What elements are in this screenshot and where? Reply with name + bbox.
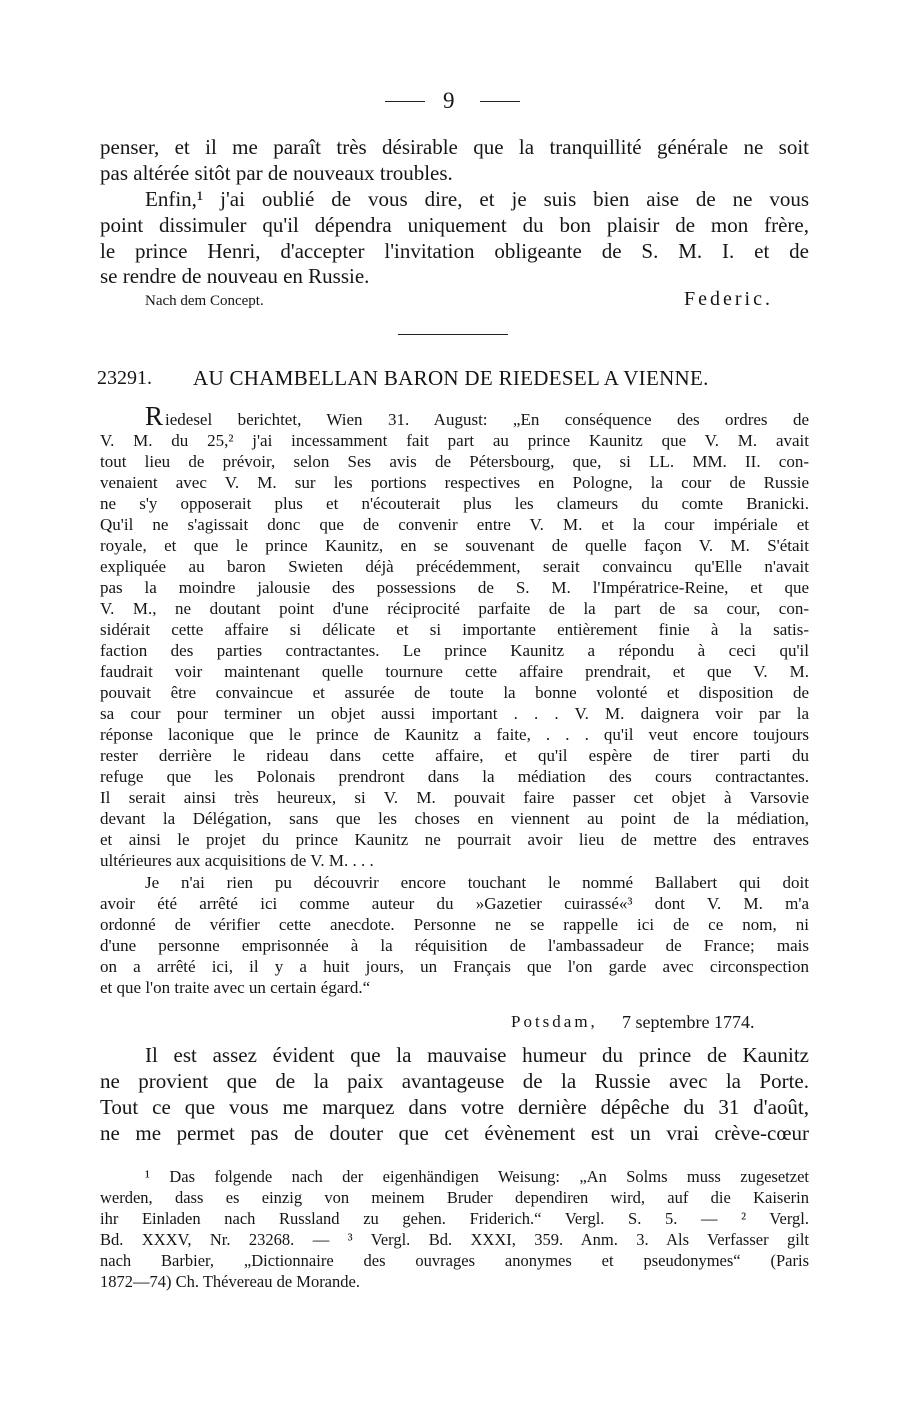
text-line: V. M., ne doutant point d'une réciprocité parfaite de la part de sa cour, con-	[100, 599, 809, 618]
text-line: pouvait être convaincue et assurée de toute la bonne volonté et disposition de	[100, 683, 809, 702]
dateline-place: Potsdam,	[511, 1012, 598, 1031]
text-line: devant la Délégation, sans que les choses en viennent au point de la médiation,	[100, 809, 809, 828]
text-line: réponse laconique que le prince de Kaunitz a faite, . . . qu'il veut encore toujours	[100, 725, 809, 744]
text-line: Qu'il ne s'agissait donc que de convenir entre V. M. et la cour impériale et	[100, 515, 809, 534]
source-note: Nach dem Concept.	[145, 293, 264, 309]
text-line: ne s'y opposerait plus et n'écouterait plus les clameurs du comte Branicki.	[100, 494, 809, 513]
text-line: Il est assez évident que la mauvaise humeur du prince de Kaunitz	[145, 1043, 809, 1067]
footnote-line: ihr Einladen nach Russland zu gehen. Friderich.“ Vergl. S. 5. — ² Vergl.	[100, 1209, 809, 1228]
text-line: d'une personne emprisonnée à la réquisition de l'ambassadeur de France; mais	[100, 936, 809, 955]
text-line: faudrait voir maintenant quelle tournure cette affaire prendrait, et que V. M.	[100, 662, 809, 681]
footnote-line: Bd. XXXV, Nr. 23268. — ³ Vergl. Bd. XXXI, 359. Anm. 3. Als Verfasser gilt	[100, 1230, 809, 1249]
section-divider	[398, 334, 508, 335]
footnote-line: 1872—74) Ch. Thévereau de Morande.	[100, 1272, 360, 1291]
text-line: ordonné de vérifier cette anecdote. Personne ne se rappelle ici de ce nom, ni	[100, 915, 809, 934]
drop-initial: R	[145, 401, 164, 431]
text-line: et que l'on traite avec un certain égard.“	[100, 978, 371, 997]
signature: Federic.	[684, 288, 773, 310]
page-number: 9	[443, 88, 455, 113]
text-line: iedesel berichtet, Wien 31. August: „En conséquence des ordres de	[165, 410, 809, 429]
text-line: pas la moindre jalousie des possessions de S. M. l'Impératrice-Reine, et que	[100, 578, 809, 597]
document-title: AU CHAMBELLAN BARON DE RIEDESEL A VIENNE.	[193, 366, 709, 390]
text-line: on a arrêté ici, il y a huit jours, un Français que l'on garde avec circonspection	[100, 957, 809, 976]
document-number: 23291.	[97, 367, 152, 389]
dateline-date: 7 septembre 1774.	[622, 1012, 755, 1032]
footnote-line: ¹ Das folgende nach der eigenhändigen Weisung: „An Solms muss zugesetzet	[145, 1167, 809, 1186]
text-line: royale, et que le prince Kaunitz, en se souvenant de quelle façon V. M. S'était	[100, 536, 809, 555]
text-line: expliquée au baron Swieten déjà précédemment, serait convaincu qu'Elle n'avait	[100, 557, 809, 576]
text-line: Tout ce que vous me marquez dans votre dernière dépêche du 31 d'août,	[100, 1095, 809, 1119]
text-line: le prince Henri, d'accepter l'invitation obligeante de S. M. I. et de	[100, 239, 809, 263]
header-rule-left	[385, 101, 425, 102]
text-line: et ainsi le projet du prince Kaunitz ne pourrait avoir lieu de mettre des entraves	[100, 830, 809, 849]
text-line: Il serait ainsi très heureux, si V. M. pouvait faire passer cet objet à Varsovie	[100, 788, 809, 807]
footnote-line: werden, dass es einzig von meinem Bruder dependiren wird, auf die Kaiserin	[100, 1188, 809, 1207]
text-line: faction des parties contractantes. Le prince Kaunitz a répondu à ceci qu'il	[100, 641, 809, 660]
text-line: sidérait cette affaire si délicate et si importante entièrement finie à la satis-	[100, 620, 809, 639]
text-line: refuge que les Polonais prendront dans la médiation des cours contractantes.	[100, 767, 809, 786]
text-line: venaient avec V. M. sur les portions respectives en Pologne, la cour de Russie	[100, 473, 809, 492]
text-line: ne me permet pas de douter que cet évènement est un vrai crève-cœur	[100, 1121, 809, 1145]
text-line: pas altérée sitôt par de nouveaux troubles.	[100, 161, 453, 185]
text-line: V. M. du 25,² j'ai incessamment fait part au prince Kaunitz que V. M. avait	[100, 431, 809, 450]
text-line: avoir été arrêté ici comme auteur du »Gazetier cuirassé«³ dont V. M. m'a	[100, 894, 809, 913]
header-rule-right	[480, 101, 520, 102]
text-line: ultérieures aux acquisitions de V. M. . . .	[100, 851, 374, 870]
text-line: se rendre de nouveau en Russie.	[100, 264, 370, 288]
text-line: ne provient que de la paix avantageuse de la Russie avec la Porte.	[100, 1069, 809, 1093]
text-line: Je n'ai rien pu découvrir encore touchant le nommé Ballabert qui doit	[145, 873, 809, 892]
text-line: point dissimuler qu'il dépendra uniquement du bon plaisir de mon frère,	[100, 213, 809, 237]
text-line: sa cour pour terminer un objet aussi important . . . V. M. daignera voir par la	[100, 704, 809, 723]
text-line: penser, et il me paraît très désirable que la tranquillité générale ne soit	[100, 135, 809, 159]
text-line: Enfin,¹ j'ai oublié de vous dire, et je suis bien aise de ne vous	[145, 187, 809, 211]
text-line: tout lieu de prévoir, selon Ses avis de Pétersbourg, que, si LL. MM. II. con-	[100, 452, 809, 471]
text-line: rester derrière le rideau dans cette affaire, et qu'il espère de tirer parti du	[100, 746, 809, 765]
footnote-line: nach Barbier, „Dictionnaire des ouvrages anonymes et pseudonymes“ (Paris	[100, 1251, 809, 1270]
